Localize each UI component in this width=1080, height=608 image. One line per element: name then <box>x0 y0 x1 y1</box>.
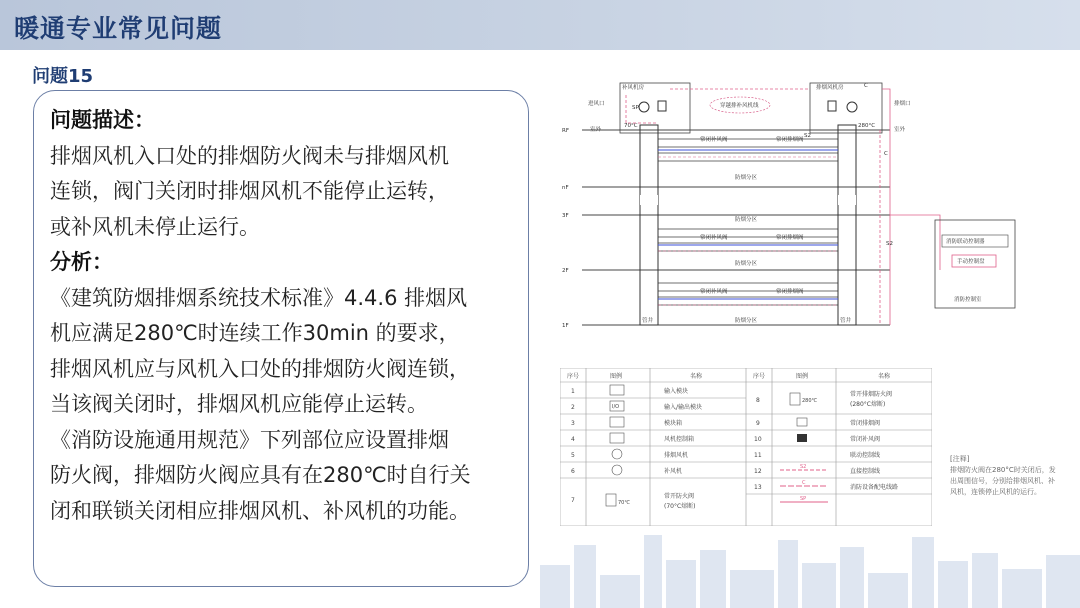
closed-exhaust-valve-label: 常闭排烟阀 <box>776 289 804 295</box>
analysis-line: 《消防设施通用规范》下列部位应设置排烟 <box>50 427 449 452</box>
temp-280-symbol-text: 280℃ <box>802 398 818 404</box>
analysis-line: 防火阀，排烟防火阀应具有在280℃时自行关 <box>50 463 471 487</box>
note-text: 排烟防火阀在280°C时关闭后，发出周围信号，分别给排烟风机、补风机，连锁停止风机的运行。 <box>950 466 1056 496</box>
input-module-icon <box>610 385 624 395</box>
floor-label: 2F <box>562 268 569 274</box>
legend-header: 名称 <box>878 373 891 380</box>
legend-header: 图例 <box>796 373 809 380</box>
signal-sp-label: SP <box>632 105 639 111</box>
legend-name: 输入模块 <box>664 388 689 395</box>
note <box>950 454 1060 498</box>
header-bar <box>0 0 1080 50</box>
floor-label: nF <box>562 185 569 191</box>
legend-name: 补风机 <box>664 468 683 475</box>
signal-s2-label: S2 <box>804 133 811 139</box>
description-line: 连锁，阀门关闭时排烟风机不能停止运转， <box>50 179 449 203</box>
cable-note: 穿越排补风机线 <box>720 103 759 109</box>
closed-make-up-valve-label: 常闭补风阀 <box>700 235 728 241</box>
smoke-damper-280-icon <box>790 393 800 405</box>
smoke-exhaust-system-diagram <box>560 75 1030 340</box>
floor-label: 3F <box>562 213 569 219</box>
legend-name: 风机控制箱 <box>664 436 695 443</box>
legend-name: 常闭补风阀 <box>850 436 881 443</box>
make-up-room-label: 补风机房 <box>622 85 645 91</box>
legend-header: 名称 <box>690 373 703 380</box>
exhaust-fan-icon <box>612 449 622 459</box>
legend-name: 常开防火阀 <box>664 493 695 500</box>
description-line: 或补风机未停止运行。 <box>50 214 260 239</box>
description-line: 排烟风机入口处的排烟防火阀未与排烟风机 <box>50 143 449 168</box>
legend-no: 5 <box>571 452 575 459</box>
legend-name: 联动控制线 <box>850 452 881 459</box>
legend-table <box>560 368 932 526</box>
legend-name: 常开排烟防火阀 <box>850 391 893 398</box>
legend-name-note: (280°C熔断) <box>850 401 886 408</box>
legend-no: 3 <box>571 420 575 427</box>
skyline-decoration <box>540 525 1080 608</box>
legend-no: 6 <box>571 468 575 475</box>
description-heading: 问题描述： <box>50 108 155 132</box>
valve-280-label: 280°C <box>858 123 876 129</box>
signal-c-label: C <box>884 151 888 157</box>
page-title: 暖通专业常见问题 <box>14 14 223 43</box>
analysis-line: 排烟风机应与风机入口处的排烟防火阀连锁， <box>50 356 470 381</box>
control-room-label: 消防控制室 <box>954 297 982 303</box>
exhaust-outlet-label: 排烟口 <box>894 101 911 107</box>
floor-label: 1F <box>562 323 569 329</box>
temp-70-symbol-text: 70℃ <box>618 500 630 506</box>
closed-exhaust-valve-label: 常闭排烟阀 <box>776 235 804 241</box>
legend-no: 13 <box>754 484 762 491</box>
note-title: [注释] <box>950 455 970 463</box>
manual-panel-label: 手动控制盘 <box>957 259 985 265</box>
module-box-icon <box>610 417 624 427</box>
io-symbol-text: I/O <box>612 404 620 410</box>
legend-no: 11 <box>754 452 762 459</box>
analysis-line: 机应满足280℃时连续工作30min 的要求， <box>50 321 460 345</box>
signal-s2-label: S2 <box>886 241 893 247</box>
closed-make-up-valve-label: 常闭补风阀 <box>700 137 728 143</box>
closed-exhaust-valve-label: 常闭排烟阀 <box>776 137 804 143</box>
legend-name: 常闭排烟阀 <box>850 420 881 427</box>
legend-name: 消防设备配电线路 <box>850 484 899 491</box>
legend-header: 序号 <box>567 373 580 380</box>
signal-c-label: C <box>864 83 868 89</box>
fire-damper-70-icon <box>606 494 616 506</box>
valve-70-label: 70°C <box>624 123 638 129</box>
closed-make-up-valve-icon <box>797 434 807 442</box>
question-text <box>50 103 530 529</box>
intake-label: 进风口 <box>588 101 605 107</box>
sp-symbol-text: SP <box>800 496 807 502</box>
smoke-zone-label: 防烟分区 <box>735 175 758 181</box>
legend-name: 直接控制线 <box>850 468 881 475</box>
legend-header: 图例 <box>610 373 623 380</box>
closed-make-up-valve-label: 常闭补风阀 <box>700 289 728 295</box>
s2-symbol-text: S2 <box>800 464 807 470</box>
smoke-zone-label: 防烟分区 <box>735 217 758 223</box>
legend-no: 4 <box>571 436 575 443</box>
fan-control-box-icon <box>610 433 624 443</box>
question-number: 问题15 <box>32 66 94 87</box>
shaft-label: 管井 <box>840 318 852 324</box>
analysis-line: 当该阀关闭时，排烟风机应能停止运转。 <box>50 392 428 416</box>
floor-label: RF <box>562 128 569 134</box>
analysis-heading: 分析： <box>50 250 113 274</box>
closed-exhaust-valve-icon <box>797 418 807 426</box>
c-symbol-text: C <box>802 480 806 486</box>
legend-no: 7 <box>571 497 575 504</box>
linkage-controller-label: 消防联动控制器 <box>946 239 985 245</box>
analysis-line: 闭和联锁关闭相应排烟风机、补风机的功能。 <box>50 498 470 523</box>
legend-no: 9 <box>756 420 760 427</box>
legend-name: 排烟风机 <box>664 452 689 459</box>
smoke-zone-label: 防烟分区 <box>735 318 758 324</box>
outdoor-label: 室外 <box>590 127 602 133</box>
legend-name: 模块箱 <box>664 420 683 427</box>
legend-name-note: (70°C熔断) <box>664 503 696 510</box>
smoke-zone-label: 防烟分区 <box>735 261 758 267</box>
legend-header: 序号 <box>753 373 766 380</box>
shaft-label: 管井 <box>642 318 654 324</box>
make-up-fan-icon <box>612 465 622 475</box>
legend-name: 输入/输出模块 <box>664 404 703 411</box>
analysis-line: 《建筑防烟排烟系统技术标准》4.4.6 排烟风 <box>50 285 468 310</box>
legend-no: 10 <box>754 436 762 443</box>
outdoor-label-right: 室外 <box>894 127 906 133</box>
legend-no: 12 <box>754 468 762 475</box>
exhaust-room-label: 排烟风机房 <box>816 85 844 91</box>
legend-no: 8 <box>756 397 760 404</box>
legend-no: 2 <box>571 404 575 411</box>
legend-no: 1 <box>571 388 575 395</box>
